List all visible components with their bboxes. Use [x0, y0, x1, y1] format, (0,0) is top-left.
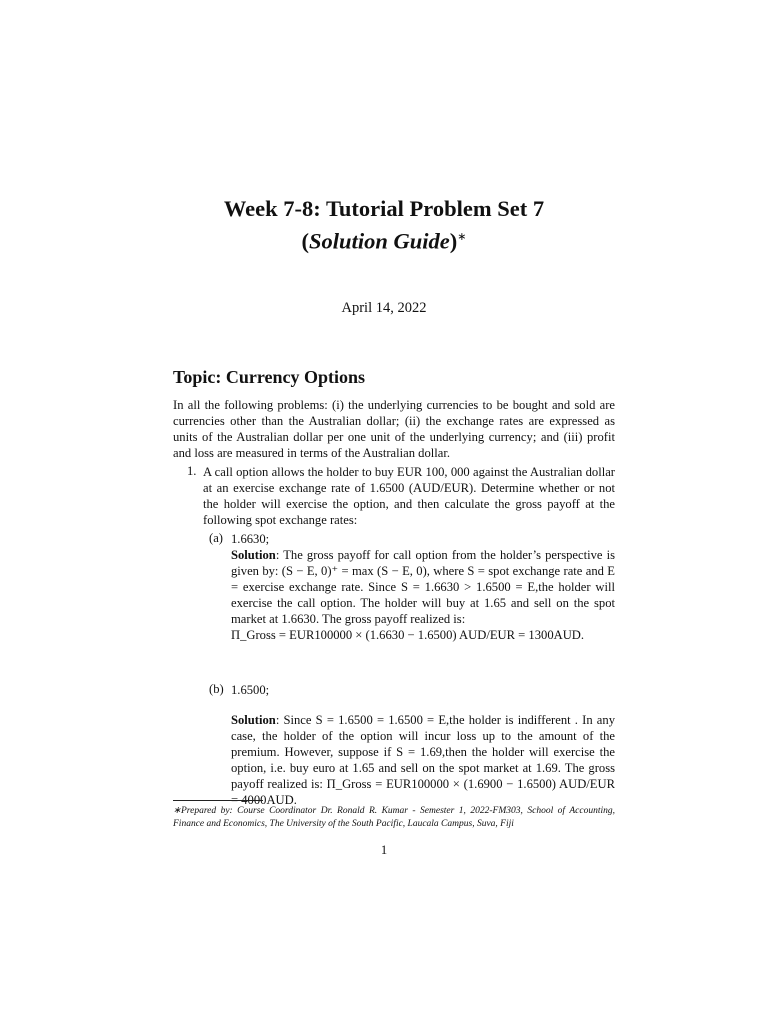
- section-heading: Topic: Currency Options: [173, 367, 366, 387]
- solution-label: Solution: [231, 713, 276, 727]
- part-b-label: (b): [209, 682, 224, 696]
- part-a-label: (a): [209, 531, 223, 545]
- footnote-marker: ∗: [457, 231, 467, 243]
- title-line-2: [0, 223, 768, 256]
- problem-number: 1.: [187, 464, 197, 478]
- solution-label: Solution: [231, 548, 276, 562]
- title-line-1: Week 7-8: Tutorial Problem Set 7: [223, 196, 545, 221]
- title-open-paren: (: [301, 228, 310, 254]
- part-b-rate: 1.6500;: [231, 683, 270, 697]
- footnote: ∗Prepared by: Course Coordinator Dr. Ronald R. Kumar - Semester 1, 2022-FM303, School of Accounting, Finance and Economics, The University of the South Pacific, Laucala Campus, Suva, Fiji: [173, 806, 615, 829]
- part-a-rate: 1.6630;: [231, 532, 270, 546]
- intro-paragraph: In all the following problems: (i) the underlying currencies to be bought and sold are currencies other than the Australian dollar; (ii) the exchange rates are expressed as units of the Australian dollar per one unit of the underlying currency; and (iii) profit and loss are measured in terms of the Australian dollar.: [173, 398, 615, 460]
- document-date: April 14, 2022: [341, 300, 427, 316]
- part-a-formula: Π_Gross = EUR100000 × (1.6630 − 1.6500) AUD/EUR = 1300AUD.: [231, 628, 585, 642]
- solution-text: : Since S = 1.6500 = 1.6500 = E,the holder is indifferent . In any case, the holder of the option will incur loss up to the amount of the premium. However, suppose if S = 1.69,then the holder will exercise the option, i.e. buy euro at 1.65 and sell on the spot market at 1.69. The gross payoff realized is: Π_Gross = EUR100000 × (1.6900 − 1.6500) AUD/EUR = 4000AUD.: [231, 713, 615, 807]
- title-close-paren: ): [449, 228, 458, 254]
- document-title: [0, 194, 768, 256]
- solution-text: : The gross payoff for call option from the holder’s perspective is given by: (S − E, 0)⁺ = max (S − E, 0), where S = spot exchange rate and E = exercise exchange rate. Since S = 1.6630 > 1.6500 = E,the holder will exercise the call option. The holder will buy at 1.65 and sell on the spot market at 1.6630. The gross payoff realized is:: [231, 548, 615, 626]
- part-a-solution: [231, 547, 615, 627]
- part-a: [231, 531, 615, 643]
- title-subtitle: Solution Guide: [309, 228, 450, 254]
- footnote-rule: [173, 800, 263, 801]
- page-number: 1: [380, 843, 388, 857]
- problem-text: A call option allows the holder to buy EUR 100, 000 against the Australian dollar at an exercise exchange rate of 1.6500 (AUD/EUR). Determine whether or not the holder will exercise the option, and then calculate the gross payoff at the following spot exchange rates:: [203, 465, 615, 527]
- part-b-solution: [231, 712, 615, 808]
